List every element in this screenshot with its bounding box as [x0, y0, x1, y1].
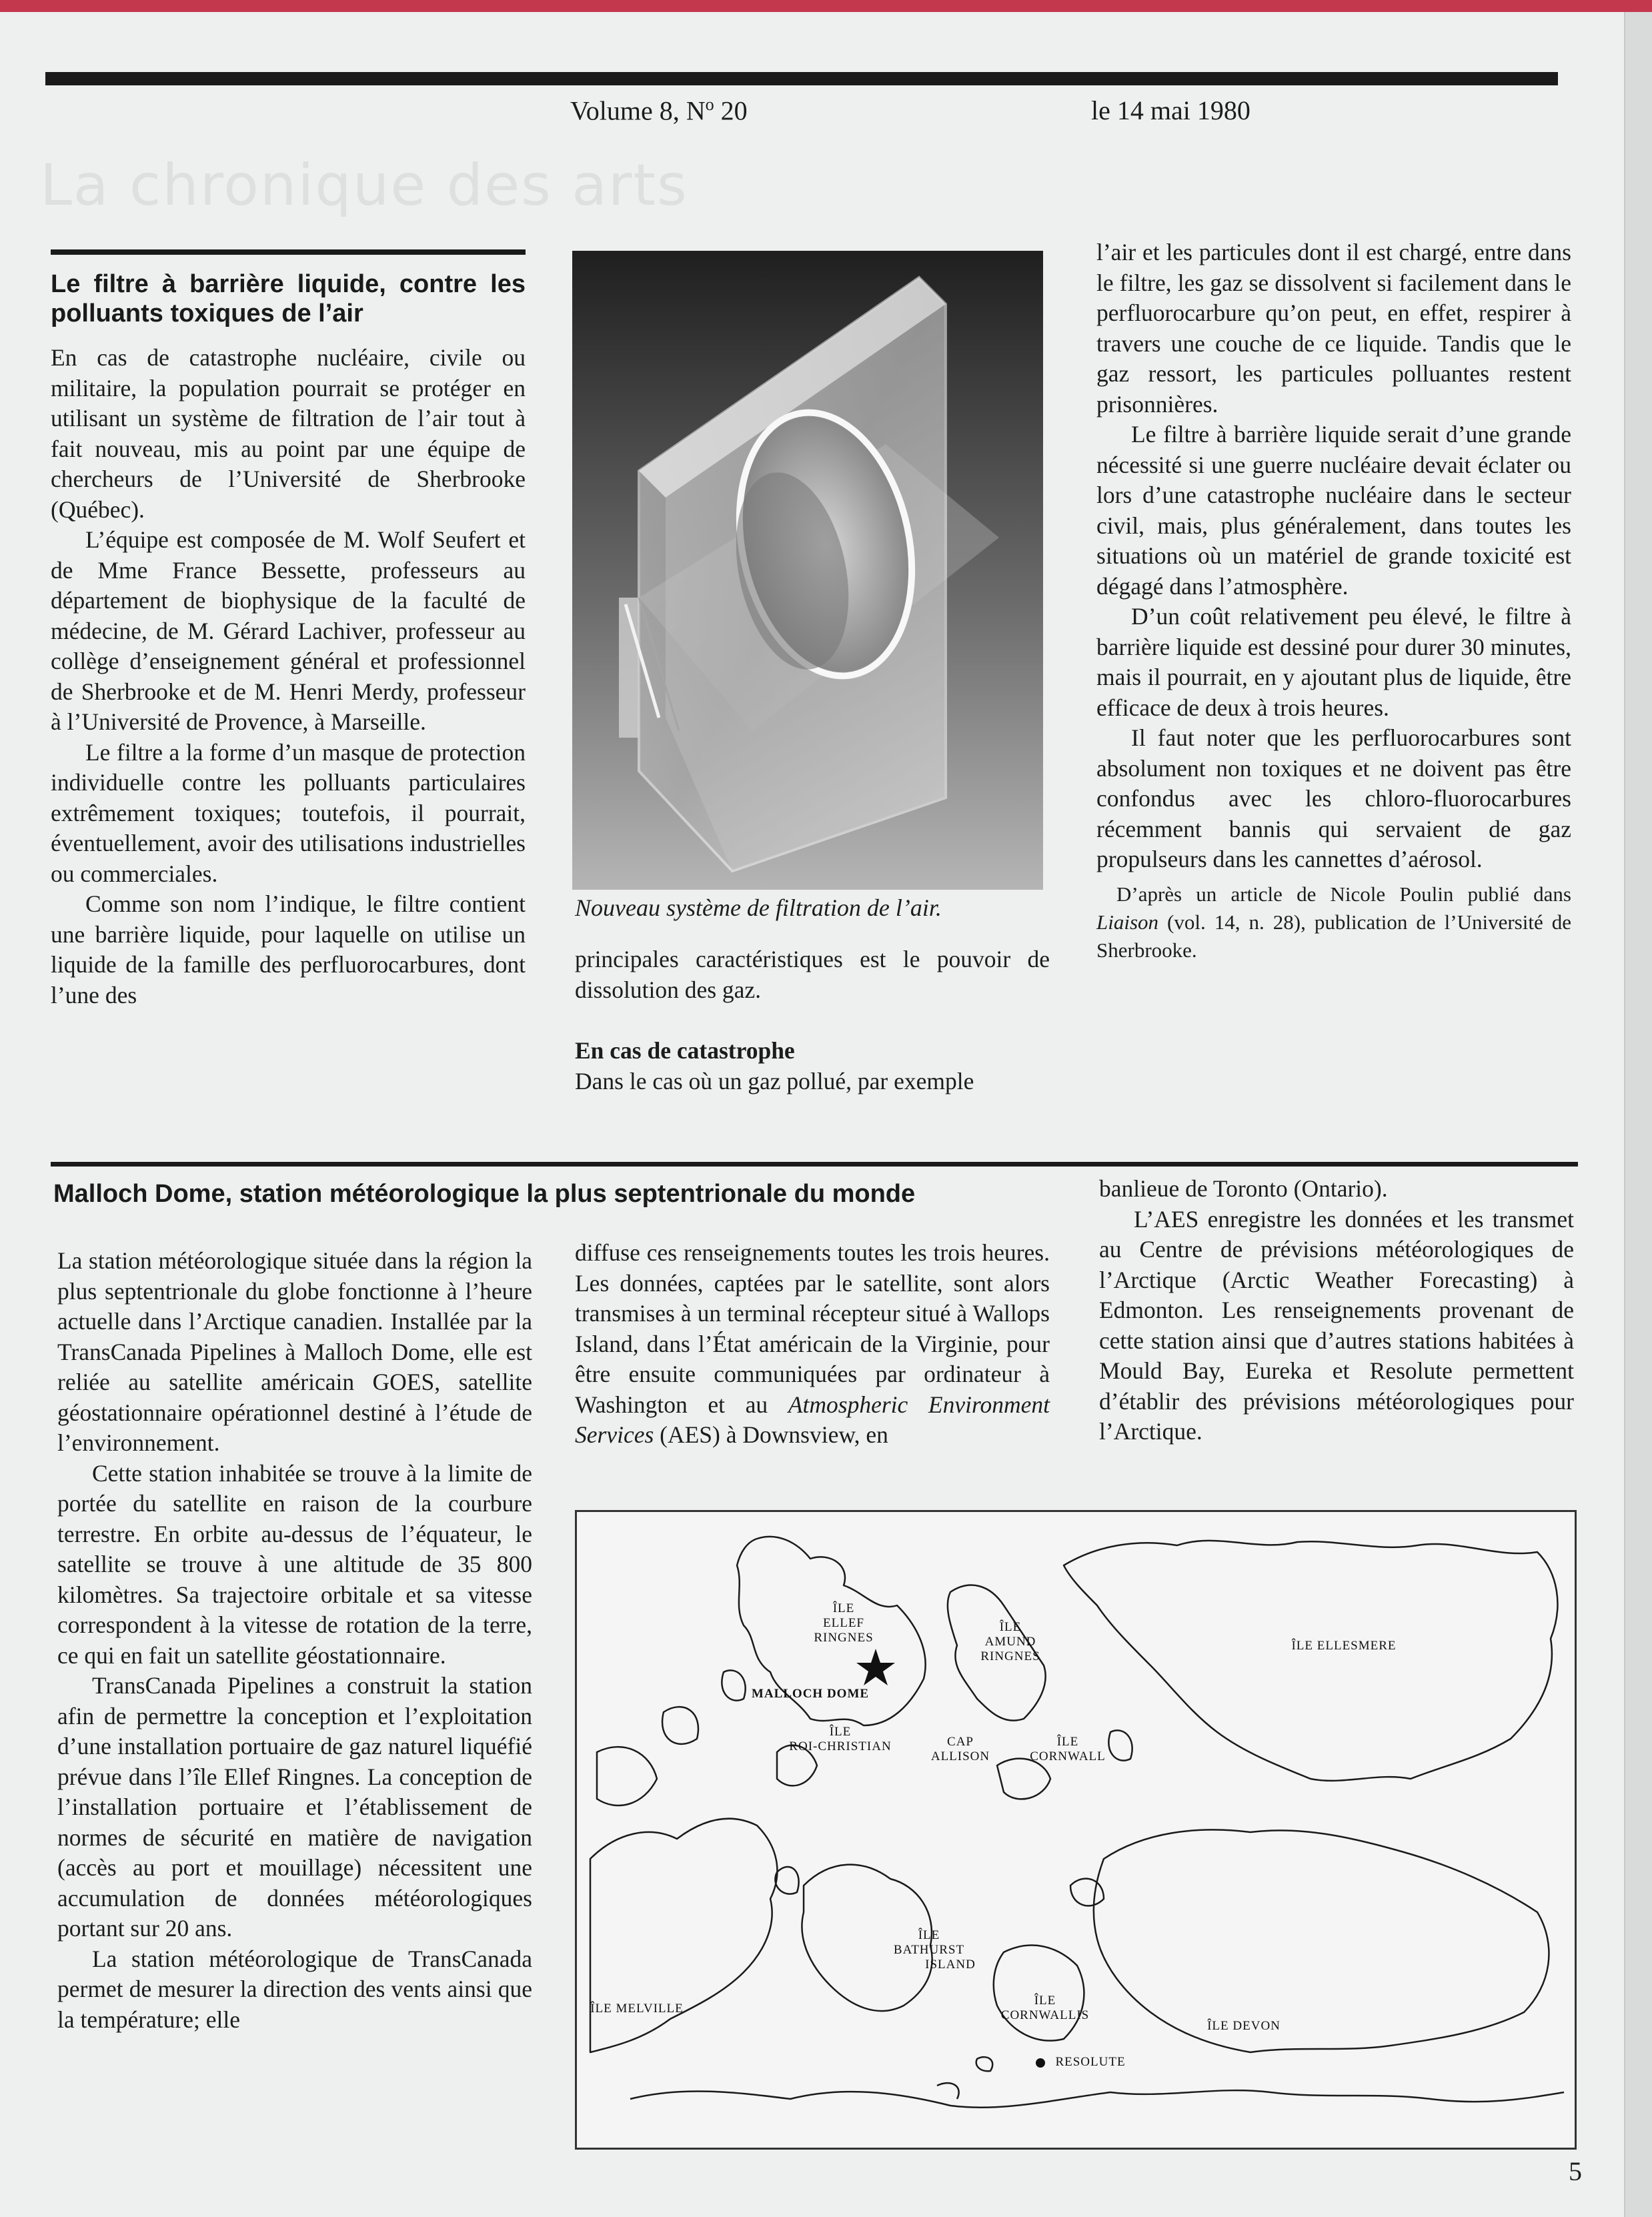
article1-title: Le filtre à barrière liquide, contre les polluants toxiques de l’air: [51, 270, 526, 327]
paragraph: La station météorologique de TransCanada permet de mesurer la direction des vents ainsi que la température; elle: [57, 1945, 532, 2033]
paragraph: L’équipe est composée de M. Wolf Seufert et de Mme France Bessette, professeurs au département de biophysique de la faculté de médecine, de M. Gérard Lachiver, professeur au collège d’enseignement général et professionnel de Sherbrooke et de M. Henri Merdy, professeur à l’Université de Provence, à Marseille.: [51, 526, 526, 735]
map-label: ÎLE: [999, 1620, 1022, 1634]
paragraph: Le filtre à barrière liquide serait d’une grande nécessité si une guerre nucléaire devait éclater ou lors d’une catastrophe nucléaire dans le secteur civil, mais, plus généralement, dans toutes les situations où un matériel de grande toxicité est dégagé dans l’atmosphère.: [1096, 421, 1571, 600]
page-binding-edge: [1624, 12, 1652, 2217]
paragraph: Cette station inhabitée se trouve à la limite de portée du satellite en raison de la courbure terrestre. En orbite au-dessus de l’équateur, le satellite se trouve à une altitude de 35 800 kilomètres. Sa trajectoire orbitale et sa vitesse correspondent à la vitesse de rotation de la terre, ce qui en fait un satellite géostationnaire.: [57, 1459, 532, 1669]
map-label: ÎLE: [918, 1928, 940, 1942]
paragraph: L’AES enregistre les données et les transmet au Centre de prévisions météorologiques de l’Arctique (Arctic Weather Forecasting) à Edmonton. Les renseignements provenant de cette station ainsi que d’autres stations habitées à Mould Bay, Eureka et Resolute permettent d’établir des prévisions météorologiques pour l’Arctique.: [1099, 1205, 1574, 1445]
article1-credit: D’après un article de Nicole Poulin publié dans Liaison (vol. 14, n. 28), publication de l’Université de Sherbrooke.: [1096, 882, 1571, 962]
page-top-edge: [0, 0, 1652, 12]
map-label: MALLOCH DOME: [751, 1687, 870, 1701]
map-label: ÎLE: [832, 1601, 855, 1615]
volume-number: Volume 8, $N^o$ 20: [570, 95, 748, 126]
map-label: ALLISON: [930, 1749, 990, 1763]
paragraph: Dans le cas où un gaz pollué, par exemple: [575, 1067, 974, 1094]
map-label: ISLAND: [925, 1958, 976, 1972]
subheading: En cas de catastrophe: [575, 1037, 795, 1064]
map-label: ÎLE DEVON: [1207, 2019, 1281, 2033]
arctic-map: [575, 1510, 1577, 2150]
show-through-title: La chronique des arts: [40, 152, 688, 219]
paragraph: diffuse ces renseignements toutes les trois heures. Les données, captées par le satellite, sont alors transmises à un terminal récepteur situé à Wallops Island, dans l’État américain de la Virginie, pour être ensuite communiquées par ordinateur à Washington et au Atmospheric Environment Services (AES) à Downsview, en: [575, 1239, 1050, 1448]
paragraph: En cas de catastrophe nucléaire, civile ou militaire, la population pourrait se protéger en utilisant un système de filtration de l’air tout à fait nouveau, mis au point par une équipe de chercheurs de l’Université de Sherbrooke (Québec).: [51, 344, 526, 523]
paragraph: l’air et les particules dont il est chargé, entre dans le filtre, les gaz se dissolvent si facilement dans le perfluorocarbure qu’on peut, en effet, respirer à travers une couche de ce liquide. Tandis que le gaz ressort, les particules polluantes restent prisonnières.: [1096, 239, 1571, 418]
page-number: 5: [1569, 2156, 1582, 2186]
article1-column-1: [51, 269, 526, 1010]
paragraph: principales caractéristiques est le pouvoir de dissolution des gaz.: [575, 946, 1050, 1003]
island-devon: [1094, 1829, 1549, 2052]
map-label: ÎLE MELVILLE: [590, 2002, 684, 2016]
article2-column-1: [57, 1246, 532, 2035]
malloch-dome-star-icon: [856, 1649, 895, 1685]
photo-caption: Nouveau système de filtration de l’air.: [575, 894, 942, 921]
map-label: CORNWALLIS: [1000, 2008, 1090, 2022]
article1-column-2: [575, 944, 1050, 1096]
article2-title: Malloch Dome, station météorologique la plus septentrionale du monde: [53, 1180, 916, 1208]
map-label: CORNWALL: [1030, 1749, 1106, 1763]
paragraph: Le filtre a la forme d’un masque de protection individuelle contre les polluants particulaires extrêmement toxiques; toutefois, il pourrait, éventuellement, avoir des utilisations industrielles ou commerciales.: [51, 738, 526, 887]
article2-column-3: [1099, 1174, 1574, 1447]
filter-photo: [572, 251, 1043, 890]
map-label: BATHURST: [893, 1943, 965, 1957]
article2-column-2: [575, 1238, 1050, 1451]
header-rule: [45, 72, 1558, 85]
map-label: ÎLE: [1056, 1735, 1079, 1749]
map-label: ROI-CHRISTIAN: [789, 1739, 892, 1753]
map-label: AMUND: [984, 1635, 1036, 1649]
resolute-dot-icon: [1036, 2058, 1045, 2068]
paragraph: La station météorologique située dans la région la plus septentrionale du globe fonctionne à l’heure actuelle dans l’Arctique canadien. Installée par la TransCanada Pipelines à Malloch Dome, elle est reliée au satellite américain GOES, satellite géostationnaire opérationnel destiné à l’étude de l’environnement.: [57, 1247, 532, 1456]
map-label: RESOLUTE: [1055, 2055, 1126, 2069]
map-label: ÎLE: [829, 1725, 852, 1739]
article2-rule: [51, 1162, 1578, 1167]
map-label: CAP: [947, 1735, 974, 1749]
island-bathurst: [802, 1865, 932, 2011]
paragraph: TransCanada Pipelines a construit la station afin de permettre la conception et l’exploitation d’une installation portuaire de gaz naturel liquéfié prévue dans l’île Ellef Ringnes. La conception de l’installation portuaire et l’établissement de normes de sécurité en matière de navigation (accès au port et mouillage) nécessitent une accumulation de données météorologiques portant sur 20 ans.: [57, 1672, 532, 1942]
map-label: ÎLE: [1034, 1994, 1056, 2008]
article1-column-3: [1096, 237, 1571, 964]
issue-date: le 14 mai 1980: [1091, 95, 1251, 125]
paragraph: Il faut noter que les perfluorocarbures sont absolument non toxiques et ne doivent pas être confondus avec les chloro-fluorocarbures récemment bannis qui servaient de gaz propulseurs dans les cannettes d’aérosol.: [1096, 724, 1571, 872]
paragraph: banlieue de Toronto (Ontario).: [1099, 1175, 1388, 1202]
map-label: RINGNES: [980, 1649, 1040, 1663]
article1-rule: [51, 249, 526, 255]
map-label: ELLEF: [823, 1616, 864, 1630]
island-melville: [590, 1819, 777, 2052]
paragraph: D’un coût relativement peu élevé, le filtre à barrière liquide est dessiné pour durer 30 minutes, mais il pourrait, en y ajoutant plus de liquide, être efficace de deux à trois heures.: [1096, 603, 1571, 721]
map-label: RINGNES: [814, 1631, 874, 1645]
paragraph: Comme son nom l’indique, le filtre contient une barrière liquide, pour laquelle on utilise un liquide de la famille des perfluorocarbures, dont l’une des: [51, 890, 526, 1008]
island-ellesmere: [1064, 1541, 1557, 1781]
map-label: ÎLE ELLESMERE: [1291, 1639, 1397, 1653]
